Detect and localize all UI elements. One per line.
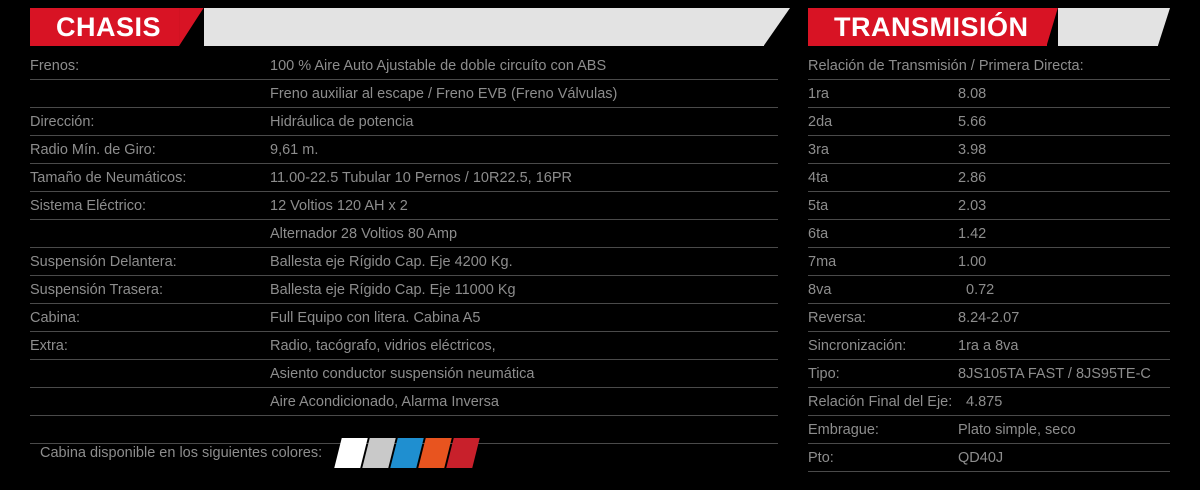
table-row: [808, 276, 1170, 304]
chasis-spec-table: [30, 52, 778, 444]
table-row: [30, 276, 778, 304]
section-title-transmision: TRANSMISIÓN: [834, 11, 1029, 42]
spec-label: Embrague:: [808, 422, 879, 438]
spec-label: Suspensión Delantera:: [30, 254, 177, 270]
color-swatch-red: [446, 438, 479, 468]
banner-red-tip-transmision: [1047, 8, 1058, 46]
spec-label: Sistema Eléctrico:: [30, 198, 147, 214]
table-row: [808, 52, 1170, 80]
table-row: [30, 108, 778, 136]
spec-label: Suspensión Trasera:: [30, 282, 163, 298]
spec-value: Aire Acondicionado, Alarma Inversa: [270, 394, 499, 410]
spec-value: Alternador 28 Voltios 80 Amp: [270, 226, 458, 242]
spec-value: 1.00: [958, 254, 987, 270]
spec-value: 1.42: [958, 226, 987, 242]
spec-value: 8.24-2.07: [958, 310, 1020, 326]
banner-grey-tip-chasis: [764, 8, 790, 46]
table-row: [808, 388, 1170, 416]
table-row: [30, 164, 778, 192]
spec-label: Cabina:: [30, 310, 80, 326]
banner-grey-block-transmision: [1058, 8, 1158, 46]
table-row: [808, 332, 1170, 360]
section-banner-chasis: [30, 8, 790, 46]
spec-value: 8.08: [958, 86, 987, 102]
spec-label: Pto:: [808, 450, 834, 466]
cabin-color-swatches: [338, 438, 478, 468]
spec-value: 8JS105TA FAST / 8JS95TE-C: [958, 366, 1151, 382]
table-row: [30, 192, 778, 220]
section-title-chasis: CHASIS: [56, 11, 162, 42]
spec-label: 5ta: [808, 198, 829, 214]
table-row: [30, 388, 778, 416]
spec-label: [30, 101, 270, 107]
table-row: [30, 304, 778, 332]
spec-label: Radio Mín. de Giro:: [30, 142, 156, 158]
spec-label: 3ra: [808, 142, 829, 158]
spec-label: [30, 409, 270, 415]
spec-value: Ballesta eje Rígido Cap. Eje 11000 Kg: [270, 282, 516, 298]
table-row: [808, 192, 1170, 220]
table-row: [808, 360, 1170, 388]
banner-red-block-transmision: [808, 8, 1047, 46]
banner-red-tip-chasis: [179, 8, 204, 46]
spec-label: Tamaño de Neumáticos:: [30, 170, 187, 186]
spec-value: 0.72: [966, 282, 995, 298]
spec-label: Frenos:: [30, 58, 80, 74]
spec-value: 2.86: [958, 170, 987, 186]
spec-value: 4.875: [966, 394, 1003, 410]
spec-label: Reversa:: [808, 310, 867, 326]
table-row: [30, 248, 778, 276]
spec-label: Relación de Transmisión / Primera Directa:: [808, 58, 1084, 74]
table-row: [808, 304, 1170, 332]
spec-value: QD40J: [958, 450, 1004, 466]
spec-label: Dirección:: [30, 114, 95, 130]
spec-value: 3.98: [958, 142, 987, 158]
spec-label: Extra:: [30, 338, 68, 354]
table-row: [30, 52, 778, 80]
banner-grey-block-chasis: [204, 8, 764, 46]
spec-value: Full Equipo con litera. Cabina A5: [270, 310, 481, 326]
spec-label: 6ta: [808, 226, 829, 242]
table-row: [808, 108, 1170, 136]
banner-grey-tip-transmision: [1158, 8, 1170, 46]
table-row: [30, 332, 778, 360]
cabin-colors-note: [30, 438, 478, 468]
spec-value: 9,61 m.: [270, 142, 319, 158]
spec-value: Freno auxiliar al escape / Freno EVB (Freno Válvulas): [270, 86, 618, 102]
spec-value: 2.03: [958, 198, 987, 214]
table-row: [808, 444, 1170, 472]
section-banner-transmision: [808, 8, 1170, 46]
table-row: [30, 80, 778, 108]
banner-row: [0, 0, 1200, 52]
cabin-colors-label: Cabina disponible en los siguientes colores:: [40, 444, 323, 461]
spec-label: Tipo:: [808, 366, 840, 382]
spec-value: 100 % Aire Auto Ajustable de doble circuíto con ABS: [270, 58, 607, 74]
spec-label: [30, 241, 270, 247]
table-row: [30, 360, 778, 388]
table-row: [808, 248, 1170, 276]
spec-label: Sincronización:: [808, 338, 907, 354]
table-row: [808, 136, 1170, 164]
spec-label: [30, 381, 270, 387]
banner-red-block-chasis: [30, 8, 179, 46]
spec-value: Hidráulica de potencia: [270, 114, 414, 130]
table-row: [808, 164, 1170, 192]
spec-value: Plato simple, seco: [958, 422, 1076, 438]
table-row: [808, 416, 1170, 444]
table-row: [30, 220, 778, 248]
spec-label: 4ta: [808, 170, 829, 186]
spec-value: Asiento conductor suspensión neumática: [270, 366, 535, 382]
spec-value: 11.00-22.5 Tubular 10 Pernos / 10R22.5, 16PR: [270, 170, 573, 186]
spec-value: Radio, tacógrafo, vidrios eléctricos,: [270, 338, 496, 354]
table-row: [30, 136, 778, 164]
spec-label: 8va: [808, 282, 832, 298]
spec-label: Relación Final del Eje:: [808, 394, 953, 410]
spec-value: 5.66: [958, 114, 987, 130]
spec-label: 7ma: [808, 254, 837, 270]
spec-value: 1ra a 8va: [958, 338, 1019, 354]
table-row: [808, 220, 1170, 248]
spec-label: 2da: [808, 114, 833, 130]
spec-label: 1ra: [808, 86, 829, 102]
spec-value: Ballesta eje Rígido Cap. Eje 4200 Kg.: [270, 254, 513, 270]
spec-value: 12 Voltios 120 AH x 2: [270, 198, 408, 214]
table-row: [808, 80, 1170, 108]
transmision-spec-table: [808, 52, 1170, 472]
